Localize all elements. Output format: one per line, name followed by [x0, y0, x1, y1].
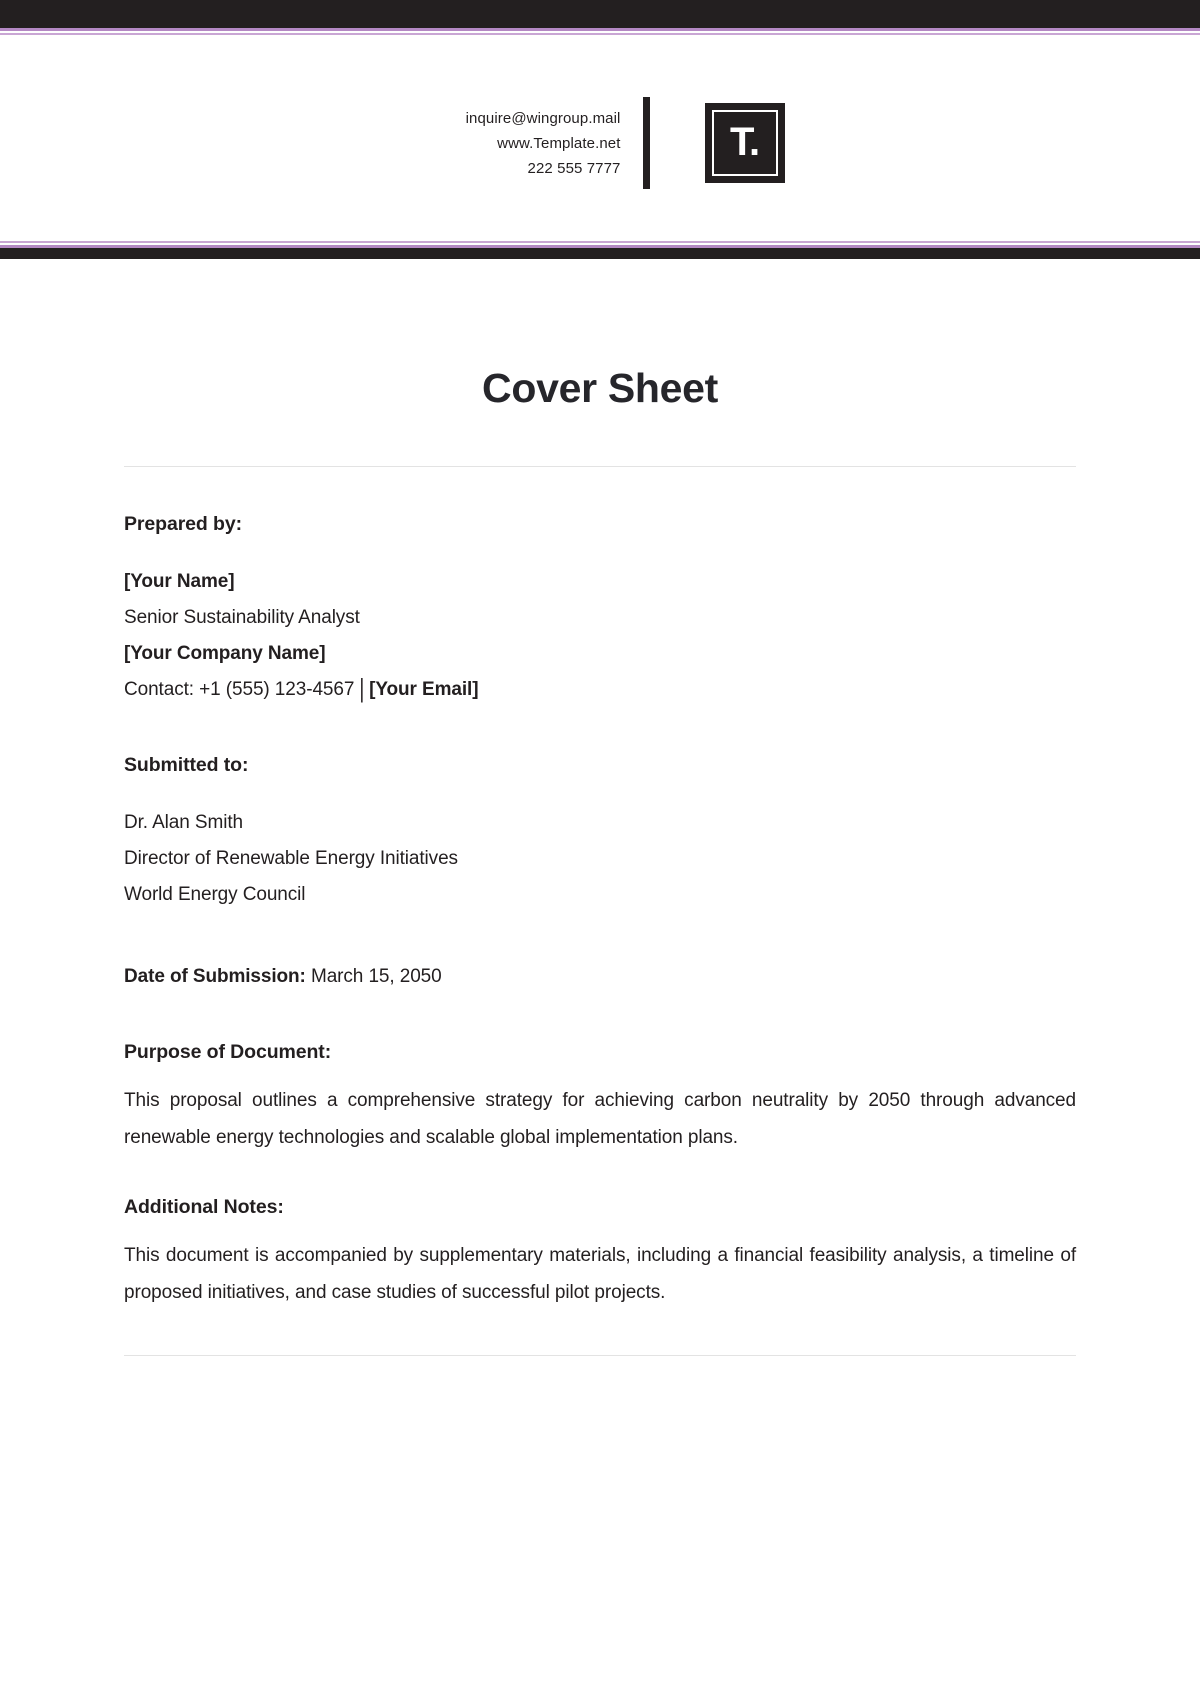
section-purpose-of-document: [124, 1041, 1076, 1156]
logo-container: [650, 104, 840, 182]
section-date-of-submission: [124, 959, 1076, 995]
prepared-by-name: [Your Name]: [124, 571, 235, 592]
contact-website: www.Template.net: [497, 134, 621, 152]
template-net-logo-icon: [706, 104, 784, 182]
submitted-to-role: Director of Renewable Energy Initiatives: [124, 848, 458, 869]
purpose-heading: Purpose of Document:: [124, 1041, 332, 1063]
contact-email: inquire@wingroup.mail: [465, 109, 621, 127]
letterhead-header: [0, 35, 1200, 241]
additional-notes-heading: Additional Notes:: [124, 1196, 284, 1218]
header-content: [0, 97, 1200, 189]
page-title: Cover Sheet: [482, 365, 718, 411]
date-of-submission-line: [124, 959, 1076, 995]
submitted-to-name: Dr. Alan Smith: [124, 812, 243, 833]
prepared-by-contact-line: [124, 672, 1076, 708]
prepared-by-heading: Prepared by:: [124, 513, 243, 535]
header-vertical-divider: [643, 97, 650, 189]
submitted-to-heading: Submitted to:: [124, 754, 249, 776]
top-dark-band: [0, 0, 1200, 28]
header-contact-block: [361, 106, 643, 181]
contact-separator: |: [359, 675, 365, 704]
prepared-by-role: Senior Sustainability Analyst: [124, 607, 360, 628]
date-of-submission-value: March 15, 2050: [310, 966, 442, 987]
additional-notes-body: This document is accompanied by supplementary materials, including a financial feasibility analysis, a timeline of proposed initiatives, and case studies of successful pilot projects.: [124, 1245, 1076, 1303]
logo-inner-border: [712, 110, 778, 176]
header-bottom-dark-band: [0, 248, 1200, 259]
submitted-to-organization: World Energy Council: [124, 884, 306, 905]
section-additional-notes: [124, 1196, 1076, 1311]
footer-divider: [124, 1355, 1076, 1356]
prepared-by-company: [Your Company Name]: [124, 643, 326, 664]
prepared-by-email: [Your Email]: [369, 679, 479, 700]
prepared-by-phone: Contact: +1 (555) 123-4567: [124, 679, 355, 700]
purpose-body: This proposal outlines a comprehensive strategy for achieving carbon neutrality by 2050 through advanced renewable energy technologies and scalable global implementation plans.: [124, 1090, 1076, 1148]
contact-phone: 222 555 7777: [527, 159, 621, 177]
section-submitted-to: [124, 754, 1076, 913]
document-body: [0, 259, 1200, 1356]
logo-glyph: T.: [729, 120, 760, 164]
section-prepared-by: [124, 513, 1076, 708]
date-of-submission-label: Date of Submission:: [124, 966, 306, 987]
